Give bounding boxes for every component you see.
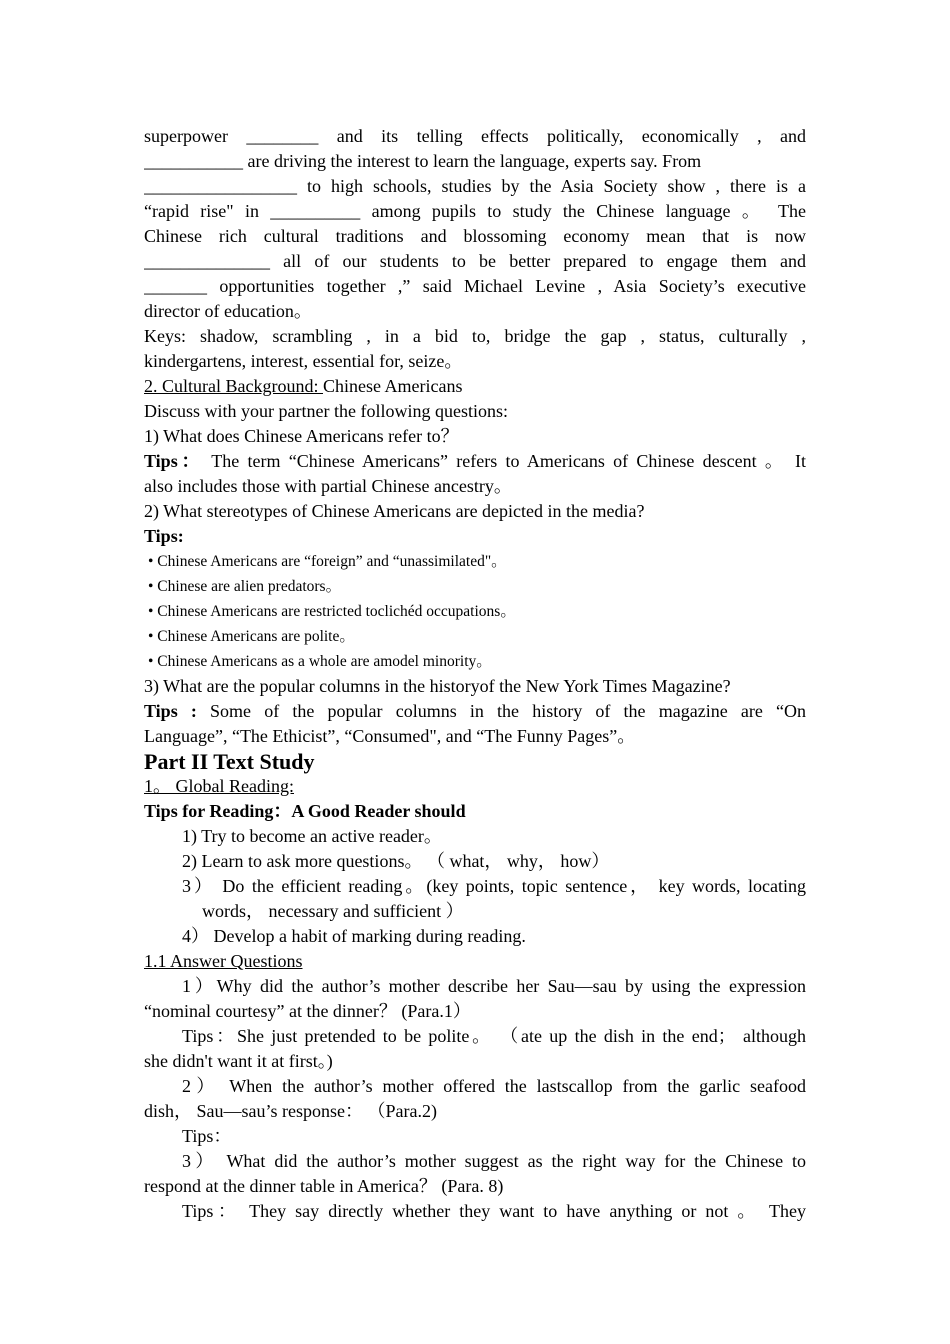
list-item: 1) Try to become an active reader。 (182, 826, 442, 846)
tips-line: also includes those with partial Chinese ancestry。 (144, 476, 512, 496)
tips-label: Tips： (144, 451, 204, 471)
qa-line: “nominal courtesy” at the dinner？ (Para.1） (144, 1001, 471, 1021)
tips-label: Tips : (144, 701, 197, 721)
bullet-item: • Chinese Americans are “foreign” and “unassimilated"。 (148, 553, 507, 570)
text-line: _______ opportunities together ,” said Michael Levine , Asia Society’s executive (144, 276, 806, 296)
part-title: Part II Text Study (144, 749, 315, 774)
tips-line (144, 449, 806, 474)
qa-line: Tips： (182, 1126, 232, 1146)
text-line: superpower ________ and its telling effects politically, economically , and (144, 126, 806, 146)
list-item: 3） Do the efficient reading。(key points, topic sentence， key words, locating (182, 876, 806, 896)
tips-text: The term “Chinese Americans” refers to Americans of Chinese descent 。 It (203, 451, 806, 471)
qa-line: respond at the dinner table in America？ (Para. 8) (144, 1176, 504, 1196)
text-line: Chinese rich cultural traditions and blossoming economy mean that is now (144, 226, 806, 246)
keys-paragraph (144, 324, 806, 374)
tips-heading: Tips for Reading：A Good Reader should (144, 801, 466, 821)
text-line: director of education。 (144, 301, 312, 321)
qa-line: dish， Sau—sau’s response： （Para.2) (144, 1101, 437, 1121)
text-line: Keys: shadow, scrambling , in a bid to, bridge the gap , status, culturally , (144, 326, 806, 346)
bullet-item: • Chinese Americans are restricted toclichéd occupations。 (148, 603, 516, 620)
question-2: 2) What stereotypes of Chinese Americans are depicted in the media? (144, 501, 645, 521)
part-2-section (144, 749, 806, 1224)
list-item-continuation: words， necessary and sufficient ） (202, 901, 464, 921)
text-line: kindergartens, interest, essential for, seize。 (144, 351, 463, 371)
tips-line (144, 699, 806, 724)
text-line: _________________ to high schools, studies by the Asia Society show , there is a (144, 176, 806, 196)
list-item: 4） Develop a habit of marking during reading. (182, 926, 526, 946)
tips-text: Some of the popular columns in the history of the magazine are “On (196, 701, 806, 721)
list-item: 2) Learn to ask more questions。 （ what， why， how） (182, 851, 610, 871)
cultural-background-section (144, 374, 806, 749)
qa-line: 1）Why did the author’s mother describe her Sau—sau by using the expression (182, 976, 806, 996)
qa-line: 3） What did the author’s mother suggest as the right way for the Chinese to (182, 1151, 806, 1171)
qa-line: 2） When the author’s mother offered the lastscallop from the garlic seafood (182, 1076, 806, 1096)
bullet-item: • Chinese Americans as a whole are amodel minority。 (148, 653, 492, 670)
section-heading-topic: Chinese Americans (322, 376, 463, 396)
bullet-item: • Chinese Americans are polite。 (148, 628, 355, 645)
qa-line: Tips： They say directly whether they want to have anything or not 。 They (182, 1201, 806, 1221)
qa-line: Tips：She just pretended to be polite。 （ate up the dish in the end； although (182, 1026, 806, 1046)
question-1: 1) What does Chinese Americans refer to？ (144, 426, 459, 446)
section-heading (144, 374, 806, 399)
document-page (144, 124, 806, 1224)
tips-line: Language”, “The Ethicist”, “Consumed", and “The Funny Pages”。 (144, 726, 636, 746)
text-line: “rapid rise" in __________ among pupils to study the Chinese language 。 The (144, 201, 806, 221)
section-heading-label: 2. Cultural Background: (144, 376, 323, 396)
bullet-item: • Chinese are alien predators。 (148, 578, 342, 595)
tips-label: Tips: (144, 526, 184, 546)
question-3: 3) What are the popular columns in the historyof the New York Times Magazine? (144, 676, 731, 696)
text-line: ___________ are driving the interest to learn the language, experts say. From (144, 151, 702, 171)
text-line: ______________ all of our students to be better prepared to engage them and (144, 251, 806, 271)
qa-line: she didn't want it at first。) (144, 1051, 333, 1071)
answer-questions-heading: 1.1 Answer Questions (144, 951, 303, 971)
intro-paragraph (144, 124, 806, 324)
global-reading-heading: 1。 Global Reading: (144, 776, 294, 796)
instruction-text: Discuss with your partner the following questions: (144, 401, 508, 421)
